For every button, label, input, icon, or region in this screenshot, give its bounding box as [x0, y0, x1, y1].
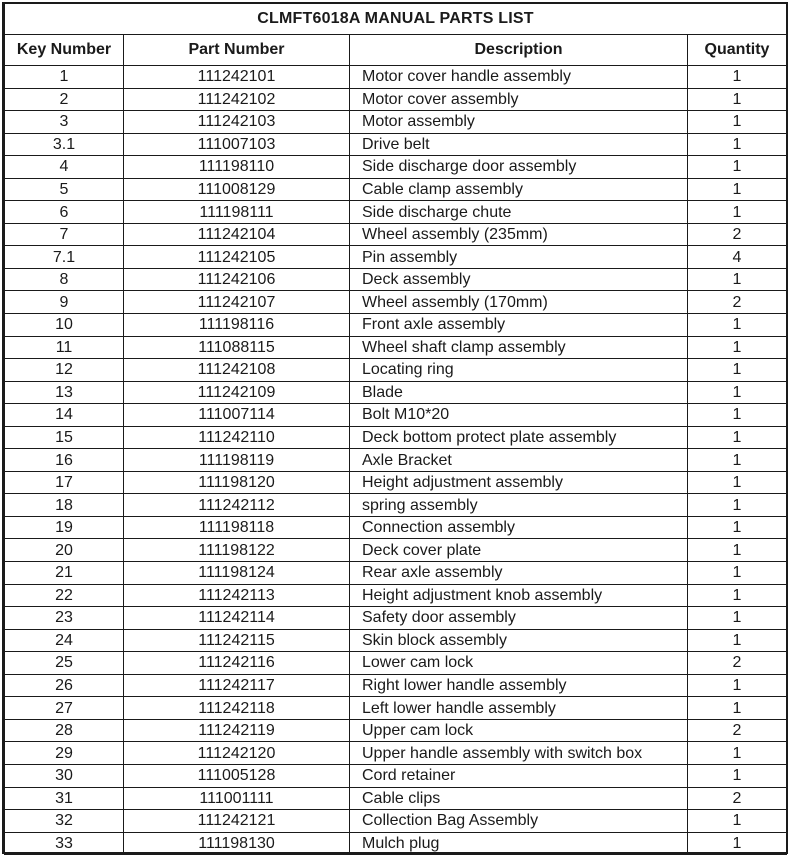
part-number-cell: 111242108: [124, 359, 350, 382]
key-number-cell: 22: [5, 584, 124, 607]
description-cell: Height adjustment assembly: [350, 471, 688, 494]
part-number-cell: 111242116: [124, 652, 350, 675]
table-row: [5, 404, 787, 427]
table-row: [5, 584, 787, 607]
description-cell: Side discharge chute: [350, 201, 688, 224]
description-cell: Axle Bracket: [350, 449, 688, 472]
key-number-cell: 4: [5, 156, 124, 179]
description-cell: Deck assembly: [350, 268, 688, 291]
key-number-cell: 6: [5, 201, 124, 224]
key-number-cell: 27: [5, 697, 124, 720]
quantity-cell: 1: [688, 494, 787, 517]
description-cell: Deck bottom protect plate assembly: [350, 426, 688, 449]
table-row: [5, 223, 787, 246]
part-number-cell: 111242119: [124, 719, 350, 742]
quantity-cell: 1: [688, 426, 787, 449]
part-number-cell: 111242105: [124, 246, 350, 269]
part-number-cell: 111198124: [124, 562, 350, 585]
quantity-header: Quantity: [688, 35, 787, 66]
quantity-cell: 1: [688, 314, 787, 337]
table-row: [5, 719, 787, 742]
description-cell: Pin assembly: [350, 246, 688, 269]
table-row: [5, 291, 787, 314]
key-number-cell: 33: [5, 832, 124, 855]
parts-table: [4, 4, 787, 855]
table-row: [5, 629, 787, 652]
table-row: [5, 201, 787, 224]
quantity-cell: 2: [688, 787, 787, 810]
table-row: [5, 764, 787, 787]
quantity-cell: 1: [688, 268, 787, 291]
key-number-cell: 26: [5, 674, 124, 697]
description-header: Description: [350, 35, 688, 66]
part-number-cell: 111007114: [124, 404, 350, 427]
part-number-cell: 111242120: [124, 742, 350, 765]
description-cell: Rear axle assembly: [350, 562, 688, 585]
table-row: [5, 268, 787, 291]
description-cell: Skin block assembly: [350, 629, 688, 652]
key-number-cell: 25: [5, 652, 124, 675]
description-cell: Safety door assembly: [350, 607, 688, 630]
description-cell: Upper cam lock: [350, 719, 688, 742]
quantity-cell: 1: [688, 201, 787, 224]
table-row: [5, 832, 787, 855]
key-number-cell: 28: [5, 719, 124, 742]
key-number-cell: 16: [5, 449, 124, 472]
key-number-cell: 3: [5, 111, 124, 134]
part-number-cell: 111008129: [124, 178, 350, 201]
part-number-cell: 111242117: [124, 674, 350, 697]
part-number-cell: 111001111: [124, 787, 350, 810]
part-number-cell: 111242118: [124, 697, 350, 720]
quantity-cell: 1: [688, 539, 787, 562]
description-cell: Right lower handle assembly: [350, 674, 688, 697]
quantity-cell: 4: [688, 246, 787, 269]
table-row: [5, 88, 787, 111]
quantity-cell: 1: [688, 764, 787, 787]
part-number-cell: 111198111: [124, 201, 350, 224]
key-number-cell: 8: [5, 268, 124, 291]
key-number-cell: 23: [5, 607, 124, 630]
table-row: [5, 246, 787, 269]
quantity-cell: 2: [688, 719, 787, 742]
description-cell: Height adjustment knob assembly: [350, 584, 688, 607]
table-row: [5, 381, 787, 404]
quantity-cell: 1: [688, 697, 787, 720]
table-row: [5, 314, 787, 337]
key-number-cell: 30: [5, 764, 124, 787]
quantity-cell: 1: [688, 742, 787, 765]
description-cell: Side discharge door assembly: [350, 156, 688, 179]
description-cell: Upper handle assembly with switch box: [350, 742, 688, 765]
part-number-cell: 111242109: [124, 381, 350, 404]
key-number-cell: 14: [5, 404, 124, 427]
part-number-cell: 111198122: [124, 539, 350, 562]
description-cell: Bolt M10*20: [350, 404, 688, 427]
description-cell: Wheel assembly (170mm): [350, 291, 688, 314]
key-number-cell: 24: [5, 629, 124, 652]
key-number-cell: 19: [5, 516, 124, 539]
part-number-cell: 111198120: [124, 471, 350, 494]
part-number-cell: 111242106: [124, 268, 350, 291]
description-cell: Motor assembly: [350, 111, 688, 134]
key-number-cell: 5: [5, 178, 124, 201]
table-row: [5, 810, 787, 833]
quantity-cell: 2: [688, 223, 787, 246]
table-row: [5, 156, 787, 179]
quantity-cell: 1: [688, 66, 787, 89]
table-row: [5, 539, 787, 562]
key-number-cell: 2: [5, 88, 124, 111]
title-row: [5, 4, 787, 35]
quantity-cell: 2: [688, 291, 787, 314]
quantity-cell: 1: [688, 156, 787, 179]
table-row: [5, 652, 787, 675]
table-row: [5, 449, 787, 472]
description-cell: Mulch plug: [350, 832, 688, 855]
key-number-cell: 18: [5, 494, 124, 517]
description-cell: Cord retainer: [350, 764, 688, 787]
quantity-cell: 1: [688, 178, 787, 201]
quantity-cell: 1: [688, 562, 787, 585]
description-cell: Left lower handle assembly: [350, 697, 688, 720]
part-number-cell: 111005128: [124, 764, 350, 787]
part-number-cell: 111242112: [124, 494, 350, 517]
part-number-cell: 111198118: [124, 516, 350, 539]
parts-list-sheet: [2, 2, 788, 854]
quantity-cell: 1: [688, 674, 787, 697]
table-row: [5, 562, 787, 585]
key-number-cell: 12: [5, 359, 124, 382]
description-cell: Blade: [350, 381, 688, 404]
table-row: [5, 359, 787, 382]
description-cell: spring assembly: [350, 494, 688, 517]
table-row: [5, 66, 787, 89]
part-number-cell: 111242102: [124, 88, 350, 111]
description-cell: Cable clips: [350, 787, 688, 810]
quantity-cell: 1: [688, 88, 787, 111]
table-row: [5, 111, 787, 134]
description-cell: Drive belt: [350, 133, 688, 156]
table-row: [5, 516, 787, 539]
key-number-cell: 32: [5, 810, 124, 833]
key-number-cell: 21: [5, 562, 124, 585]
key-number-cell: 7: [5, 223, 124, 246]
key-number-cell: 1: [5, 66, 124, 89]
key-number-header: Key Number: [5, 35, 124, 66]
table-row: [5, 607, 787, 630]
quantity-cell: 1: [688, 810, 787, 833]
quantity-cell: 1: [688, 111, 787, 134]
description-cell: Deck cover plate: [350, 539, 688, 562]
table-row: [5, 426, 787, 449]
description-cell: Wheel assembly (235mm): [350, 223, 688, 246]
part-number-cell: 111242107: [124, 291, 350, 314]
table-title: CLMFT6018A MANUAL PARTS LIST: [5, 4, 787, 35]
key-number-cell: 9: [5, 291, 124, 314]
key-number-cell: 31: [5, 787, 124, 810]
part-number-cell: 111198116: [124, 314, 350, 337]
quantity-cell: 1: [688, 584, 787, 607]
quantity-cell: 1: [688, 832, 787, 855]
quantity-cell: 1: [688, 607, 787, 630]
key-number-cell: 15: [5, 426, 124, 449]
part-number-cell: 111198119: [124, 449, 350, 472]
part-number-cell: 111198130: [124, 832, 350, 855]
part-number-cell: 111242113: [124, 584, 350, 607]
quantity-cell: 1: [688, 404, 787, 427]
quantity-cell: 1: [688, 471, 787, 494]
table-row: [5, 742, 787, 765]
part-number-cell: 111242121: [124, 810, 350, 833]
quantity-cell: 1: [688, 359, 787, 382]
part-number-cell: 111242115: [124, 629, 350, 652]
description-cell: Motor cover assembly: [350, 88, 688, 111]
part-number-header: Part Number: [124, 35, 350, 66]
table-row: [5, 336, 787, 359]
part-number-cell: 111088115: [124, 336, 350, 359]
key-number-cell: 29: [5, 742, 124, 765]
parts-table-body: [5, 66, 787, 855]
part-number-cell: 111242110: [124, 426, 350, 449]
description-cell: Cable clamp assembly: [350, 178, 688, 201]
quantity-cell: 1: [688, 629, 787, 652]
table-row: [5, 697, 787, 720]
part-number-cell: 111198110: [124, 156, 350, 179]
quantity-cell: 1: [688, 449, 787, 472]
part-number-cell: 111242114: [124, 607, 350, 630]
table-row: [5, 787, 787, 810]
key-number-cell: 17: [5, 471, 124, 494]
part-number-cell: 111242103: [124, 111, 350, 134]
description-cell: Connection assembly: [350, 516, 688, 539]
key-number-cell: 7.1: [5, 246, 124, 269]
header-row: [5, 35, 787, 66]
quantity-cell: 2: [688, 652, 787, 675]
quantity-cell: 1: [688, 133, 787, 156]
quantity-cell: 1: [688, 516, 787, 539]
description-cell: Motor cover handle assembly: [350, 66, 688, 89]
description-cell: Locating ring: [350, 359, 688, 382]
key-number-cell: 3.1: [5, 133, 124, 156]
table-row: [5, 674, 787, 697]
key-number-cell: 11: [5, 336, 124, 359]
part-number-cell: 111242101: [124, 66, 350, 89]
description-cell: Lower cam lock: [350, 652, 688, 675]
table-row: [5, 133, 787, 156]
part-number-cell: 111242104: [124, 223, 350, 246]
table-row: [5, 494, 787, 517]
quantity-cell: 1: [688, 336, 787, 359]
key-number-cell: 10: [5, 314, 124, 337]
key-number-cell: 20: [5, 539, 124, 562]
part-number-cell: 111007103: [124, 133, 350, 156]
description-cell: Collection Bag Assembly: [350, 810, 688, 833]
quantity-cell: 1: [688, 381, 787, 404]
table-row: [5, 178, 787, 201]
table-row: [5, 471, 787, 494]
description-cell: Wheel shaft clamp assembly: [350, 336, 688, 359]
description-cell: Front axle assembly: [350, 314, 688, 337]
key-number-cell: 13: [5, 381, 124, 404]
